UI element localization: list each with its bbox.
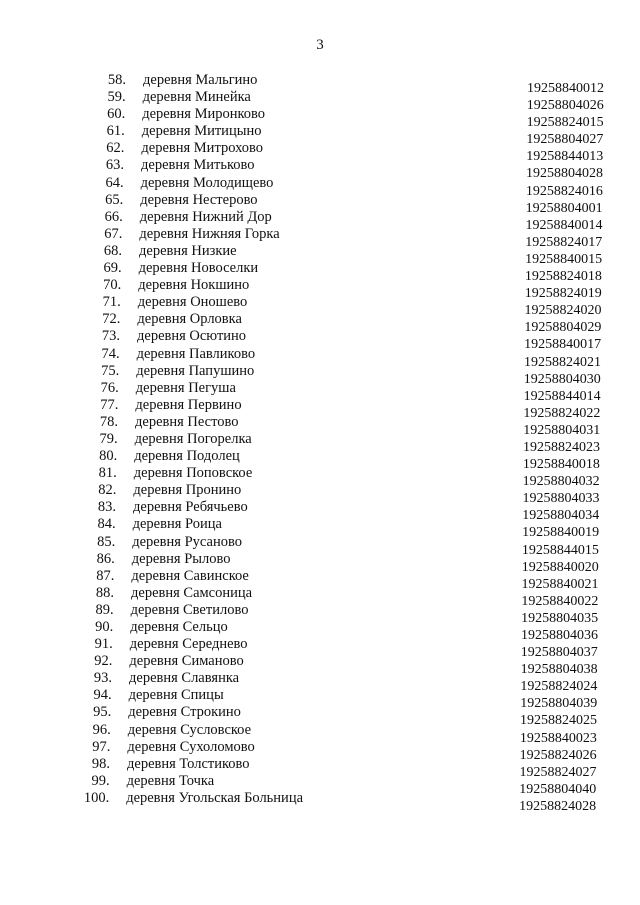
settlement-name: деревня Нестерово bbox=[140, 191, 258, 208]
oktmo-code: 19258804026 bbox=[526, 98, 604, 114]
settlement-name: деревня Пестово bbox=[135, 413, 239, 430]
settlement-name: деревня Погорелка bbox=[134, 430, 252, 447]
list-row bbox=[0, 499, 640, 524]
settlement-name: деревня Славянка bbox=[129, 670, 240, 687]
row-number: 99. bbox=[91, 772, 110, 789]
oktmo-code: 19258844013 bbox=[526, 149, 604, 165]
settlement-name: деревня Митицыно bbox=[141, 123, 262, 140]
oktmo-code: 19258840015 bbox=[525, 251, 603, 267]
list-row bbox=[0, 260, 640, 285]
oktmo-code: 19258840023 bbox=[519, 730, 597, 746]
list-row bbox=[0, 294, 640, 319]
settlement-name: деревня Миронково bbox=[142, 106, 266, 123]
row-number: 69. bbox=[103, 260, 122, 277]
settlement-name: деревня Нижний Дор bbox=[139, 208, 272, 225]
oktmo-code: 19258804034 bbox=[522, 508, 600, 524]
settlement-name: деревня Поповское bbox=[133, 465, 253, 482]
row-number: 84. bbox=[97, 516, 116, 533]
oktmo-code: 19258804039 bbox=[520, 696, 598, 712]
list-row bbox=[0, 328, 640, 353]
row-number: 75. bbox=[101, 362, 120, 379]
row-number: 89. bbox=[95, 601, 114, 618]
settlement-name: деревня Симаново bbox=[129, 653, 244, 670]
settlement-name: деревня Нокшино bbox=[138, 277, 250, 294]
oktmo-code: 19258840014 bbox=[525, 217, 603, 233]
list-row bbox=[0, 653, 640, 678]
oktmo-code: 19258844014 bbox=[523, 388, 601, 404]
oktmo-code: 19258824020 bbox=[524, 303, 602, 319]
oktmo-code: 19258824016 bbox=[525, 183, 603, 199]
oktmo-code: 19258840018 bbox=[522, 457, 600, 473]
row-number: 98. bbox=[91, 755, 110, 772]
settlement-name: деревня Низкие bbox=[139, 242, 237, 259]
row-number: 92. bbox=[94, 653, 113, 670]
settlement-name: деревня Ребячьево bbox=[133, 499, 248, 516]
row-number: 81. bbox=[98, 465, 117, 482]
oktmo-code: 19258804033 bbox=[522, 491, 600, 507]
row-number: 78. bbox=[99, 413, 118, 430]
row-number: 79. bbox=[99, 430, 118, 447]
oktmo-code: 19258804029 bbox=[524, 320, 602, 336]
row-number: 70. bbox=[103, 277, 122, 294]
oktmo-code: 19258840019 bbox=[522, 525, 600, 541]
settlement-name: деревня Орловка bbox=[137, 311, 242, 328]
row-number: 71. bbox=[102, 294, 121, 311]
row-number: 63. bbox=[105, 157, 124, 174]
settlement-name: деревня Самсоница bbox=[131, 584, 253, 601]
list-row bbox=[0, 619, 640, 643]
list-row bbox=[0, 89, 640, 114]
settlement-name: деревня Спицы bbox=[128, 687, 224, 704]
settlement-name: деревня Толстиково bbox=[127, 755, 250, 772]
oktmo-code: 19258824028 bbox=[519, 798, 597, 814]
oktmo-code: 19258844015 bbox=[521, 542, 599, 558]
row-number: 88. bbox=[95, 584, 114, 601]
settlement-name: деревня Русаново bbox=[132, 533, 242, 550]
settlement-name: деревня Пронино bbox=[133, 482, 242, 499]
settlement-name: деревня Подолец bbox=[134, 448, 240, 465]
list-row bbox=[0, 106, 640, 131]
row-number: 73. bbox=[101, 328, 120, 345]
row-number: 93. bbox=[93, 670, 112, 687]
page-number: 3 bbox=[316, 37, 324, 53]
settlement-name: деревня Оношево bbox=[137, 294, 248, 311]
row-number: 91. bbox=[94, 636, 113, 653]
settlement-name: деревня Мальгино bbox=[143, 72, 258, 88]
row-number: 74. bbox=[101, 345, 120, 362]
row-number: 100. bbox=[83, 789, 110, 806]
oktmo-code: 19258804040 bbox=[519, 781, 597, 797]
row-number: 90. bbox=[95, 619, 114, 635]
settlement-name: деревня Павликово bbox=[136, 345, 256, 362]
settlement-list bbox=[0, 72, 640, 814]
oktmo-code: 19258824025 bbox=[520, 713, 598, 729]
settlement-name: деревня Новоселки bbox=[138, 260, 259, 277]
row-number: 61. bbox=[106, 123, 125, 140]
oktmo-code: 19258840022 bbox=[521, 593, 599, 609]
oktmo-code: 19258804035 bbox=[521, 610, 599, 626]
oktmo-code: 19258804027 bbox=[526, 132, 604, 148]
settlement-name: деревня Осютино bbox=[137, 328, 247, 345]
list-row bbox=[0, 465, 640, 490]
settlement-name: деревня Рылово bbox=[131, 550, 231, 567]
oktmo-code: 19258824026 bbox=[519, 747, 597, 763]
oktmo-code: 19258840020 bbox=[521, 559, 599, 575]
settlement-name: деревня Середнево bbox=[129, 636, 248, 653]
oktmo-code: 19258824017 bbox=[525, 234, 603, 250]
row-number: 96. bbox=[92, 721, 111, 738]
list-row bbox=[0, 704, 640, 729]
oktmo-code: 19258824018 bbox=[524, 269, 602, 285]
list-row bbox=[0, 311, 640, 336]
oktmo-code: 19258804036 bbox=[520, 628, 598, 643]
row-number: 86. bbox=[96, 550, 115, 567]
settlement-name: деревня Пегуша bbox=[135, 379, 236, 396]
oktmo-code: 19258840021 bbox=[521, 576, 599, 592]
list-row bbox=[0, 687, 640, 712]
settlement-name: деревня Сусловское bbox=[127, 721, 252, 738]
row-number: 80. bbox=[99, 448, 118, 465]
row-number: 67. bbox=[104, 225, 123, 242]
row-number: 59. bbox=[107, 89, 126, 106]
settlement-name: деревня Савинское bbox=[131, 567, 249, 584]
row-number: 85. bbox=[97, 533, 116, 550]
settlement-name: деревня Точка bbox=[126, 772, 215, 789]
row-number: 94. bbox=[93, 687, 112, 704]
row-number: 62. bbox=[106, 140, 125, 157]
list-row bbox=[0, 636, 640, 661]
oktmo-code: 19258804031 bbox=[523, 422, 601, 438]
oktmo-code: 19258804032 bbox=[522, 474, 600, 490]
row-number: 72. bbox=[102, 311, 121, 328]
list-row bbox=[0, 448, 640, 473]
oktmo-code: 19258824024 bbox=[520, 679, 598, 695]
list-row bbox=[0, 72, 640, 96]
row-number: 68. bbox=[103, 242, 122, 259]
settlement-name: деревня Митрохово bbox=[141, 140, 264, 157]
oktmo-code: 19258804028 bbox=[526, 166, 604, 182]
row-number: 58. bbox=[107, 72, 126, 88]
settlement-name: деревня Роица bbox=[132, 516, 222, 533]
oktmo-code: 19258804037 bbox=[520, 645, 598, 661]
settlement-name: деревня Сухоломово bbox=[127, 738, 255, 755]
list-row bbox=[0, 157, 640, 182]
row-number: 76. bbox=[100, 379, 119, 396]
oktmo-code: 19258804038 bbox=[520, 662, 598, 678]
settlement-name: деревня Строкино bbox=[128, 704, 241, 721]
oktmo-code: 19258804001 bbox=[525, 200, 603, 216]
settlement-name: деревня Папушино bbox=[136, 362, 255, 379]
row-number: 97. bbox=[92, 738, 111, 755]
list-row bbox=[0, 482, 640, 507]
row-number: 60. bbox=[107, 106, 126, 123]
row-number: 65. bbox=[105, 191, 124, 208]
oktmo-code: 19258824021 bbox=[523, 354, 601, 370]
row-number: 66. bbox=[104, 208, 123, 225]
oktmo-code: 19258824027 bbox=[519, 764, 597, 780]
settlement-name: деревня Минейка bbox=[142, 89, 251, 106]
oktmo-code: 19258824023 bbox=[523, 439, 601, 455]
oktmo-code: 19258840012 bbox=[527, 81, 604, 96]
row-number: 87. bbox=[96, 567, 115, 584]
settlement-name: деревня Первино bbox=[135, 396, 242, 413]
settlement-name: деревня Светилово bbox=[130, 601, 249, 618]
row-number: 95. bbox=[93, 704, 112, 721]
settlement-name: деревня Сельцо bbox=[130, 619, 228, 635]
list-row bbox=[0, 277, 640, 302]
oktmo-code: 19258804030 bbox=[523, 371, 601, 387]
settlement-name: деревня Молодищево bbox=[140, 174, 274, 191]
settlement-name: деревня Нижняя Горка bbox=[139, 225, 280, 242]
list-row bbox=[0, 123, 640, 148]
settlement-name: деревня Митьково bbox=[141, 157, 255, 174]
oktmo-code: 19258824022 bbox=[523, 405, 601, 421]
row-number: 83. bbox=[97, 499, 116, 516]
list-row bbox=[0, 140, 640, 165]
list-row bbox=[0, 670, 640, 695]
settlement-name: деревня Угольская Больница bbox=[126, 789, 304, 806]
oktmo-code: 19258840017 bbox=[524, 337, 602, 353]
list-row bbox=[0, 516, 640, 541]
row-number: 82. bbox=[98, 482, 117, 499]
oktmo-code: 19258824015 bbox=[526, 115, 604, 131]
row-number: 64. bbox=[105, 174, 124, 191]
oktmo-code: 19258824019 bbox=[524, 286, 602, 302]
row-number: 77. bbox=[100, 396, 119, 413]
